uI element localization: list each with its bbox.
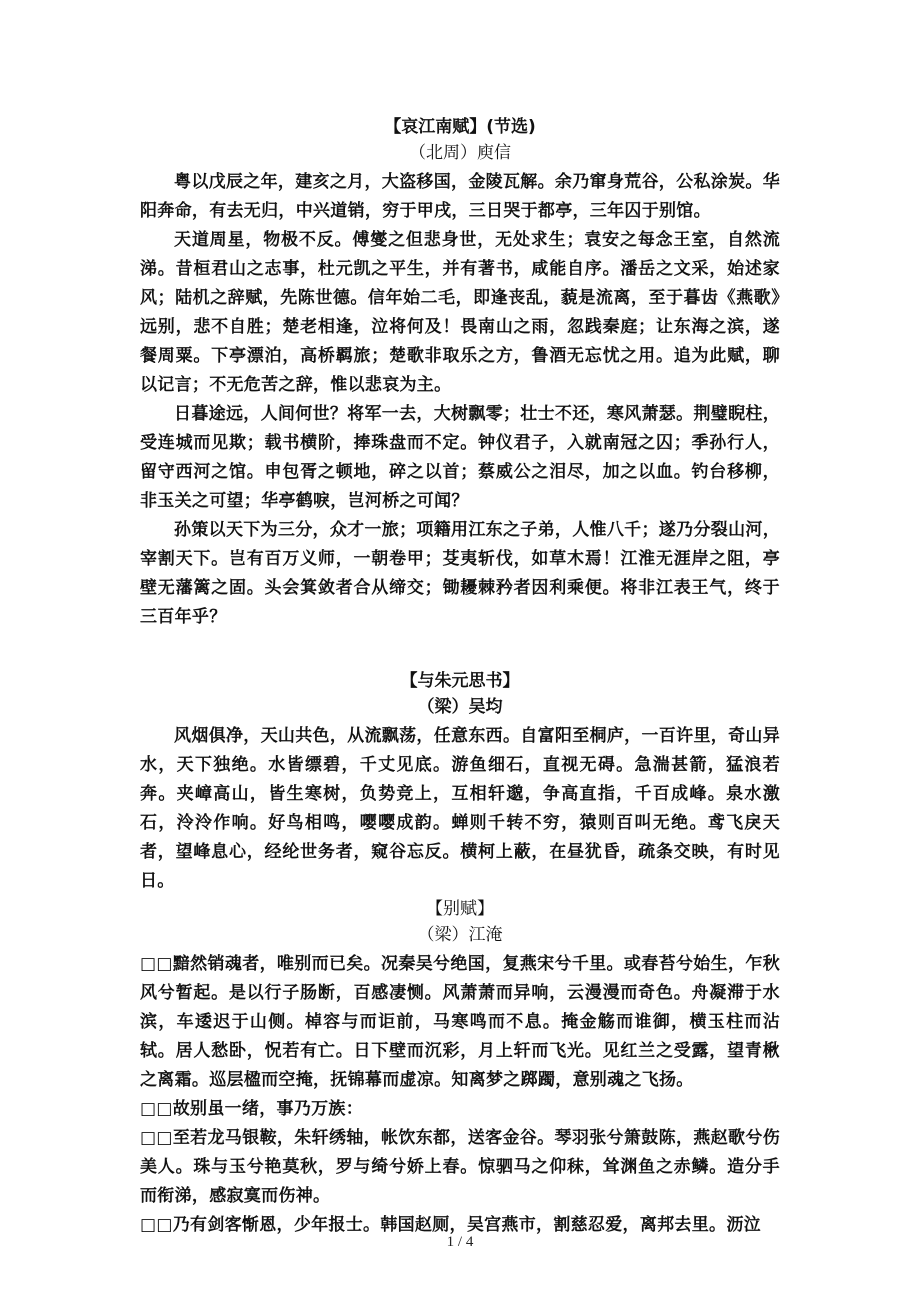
paragraph: □□故别虽一绪，事乃万族： xyxy=(140,1099,364,1119)
section-title-yuzhuyuansishu: 【与朱元思书】 xyxy=(400,671,520,691)
paragraph: 风烟俱净，天山共色，从流飘荡，任意东西。自富阳至桐庐，一百许里，奇山异水，天下独绝。水皆缥碧，千丈见底。游鱼细石，直视无碍。急湍甚箭，猛浪若奔。夹嶂高山，皆生寒树，负势竞上，互相轩邈，争高直指，千百成峰。泉水激石，泠泠作响。好鸟相鸣，嘤嘤成韵。蝉则千转不穷，猿则百叫无绝。鸢飞戾天者，望峰息心，经纶世务者，窥谷忘反。横柯上蔽，在昼犹昏，疏条交映，有时见日。 xyxy=(140,726,780,891)
section-spacer xyxy=(140,632,780,668)
section-title-biefu: 【别赋】 xyxy=(426,899,494,919)
page-number: 1 / 4 xyxy=(446,1234,474,1250)
document-content xyxy=(140,114,780,1240)
section-author-jiangyan: （梁）江淹 xyxy=(417,925,503,945)
section-author-wujun: （梁）吴均 xyxy=(417,697,503,717)
paragraph: 天道周星，物极不反。傅燮之但悲身世，无处求生；袁安之每念王室，自然流涕。昔桓君山之志事，杜元凯之平生，并有著书，咸能自序。潘岳之文采，始述家风；陆机之辞赋，先陈世德。信年始二毛，即逢丧乱，藐是流离，至于暮齿《燕歌》远别，悲不自胜；楚老相逢，泣将何及！畏南山之雨，忽践秦庭；让东海之滨，遂餐周粟。下亭漂泊，高桥羁旅；楚歌非取乐之方，鲁酒无忘忧之用。追为此赋，聊以记言；不无危苦之辞，惟以悲哀为主。 xyxy=(140,230,780,395)
paragraph: □□至若龙马银鞍，朱轩绣轴，帐饮东都，送客金谷。琴羽张兮箫鼓陈，燕赵歌兮伤美人。珠与玉兮艳莫秋，罗与绮兮娇上春。惊驷马之仰秣，耸渊鱼之赤鳞。造分手而衔涕，感寂寞而伤神。 xyxy=(140,1128,780,1206)
paragraph: □□乃有剑客惭恩，少年报士。韩国赵厕，吴宫燕市，割慈忍爱，离邦去里。沥泣 xyxy=(140,1215,761,1235)
section-author-yuxin: （北周）庾信 xyxy=(409,143,511,163)
paragraph: 粤以戊辰之年，建亥之月，大盗移国，金陵瓦解。余乃窜身荒谷，公私涂炭。华阳奔命，有去无归，中兴道销，穷于甲戌，三日哭于都亭，三年囚于别馆。 xyxy=(140,172,780,221)
section-title-aijiangnanfu: 【哀江南赋】(节选) xyxy=(384,117,536,137)
paragraph: 孙策以天下为三分，众才一旅；项籍用江东之子弟，人惟八千；遂乃分裂山河，宰割天下。岂有百万义师，一朝卷甲；芟夷斩伐，如草木焉！江淮无涯岸之阻，亭壁无藩篱之固。头会箕敛者合从缔交；锄耰棘矜者因利乘便。将非江表王气，终于三百年乎？ xyxy=(140,520,780,627)
paragraph: □□黯然销魂者，唯别而已矣。况秦吴兮绝国，复燕宋兮千里。或春苔兮始生，乍秋风兮暂起。是以行子肠断，百感凄恻。风萧萧而异响，云漫漫而奇色。舟凝滞于水滨，车逶迟于山侧。棹容与而讵前，马寒鸣而不息。掩金觞而谁御，横玉柱而沾轼。居人愁卧，怳若有亡。日下壁而沉彩，月上轩而飞光。见红兰之受露，望青楸之离霜。巡层楹而空掩，抚锦幕而虚凉。知离梦之踯躅，意别魂之飞扬。 xyxy=(140,954,780,1090)
paragraph: 日暮途远，人间何世？将军一去，大树飘零；壮士不还，寒风萧瑟。荆璧睨柱，受连城而见欺；载书横阶，捧珠盘而不定。钟仪君子，入就南冠之囚；季孙行人，留守西河之馆。申包胥之顿地，碎之以首；蔡威公之泪尽，加之以血。钓台移柳，非玉关之可望；华亭鹤唳，岂河桥之可闻？ xyxy=(140,404,780,511)
